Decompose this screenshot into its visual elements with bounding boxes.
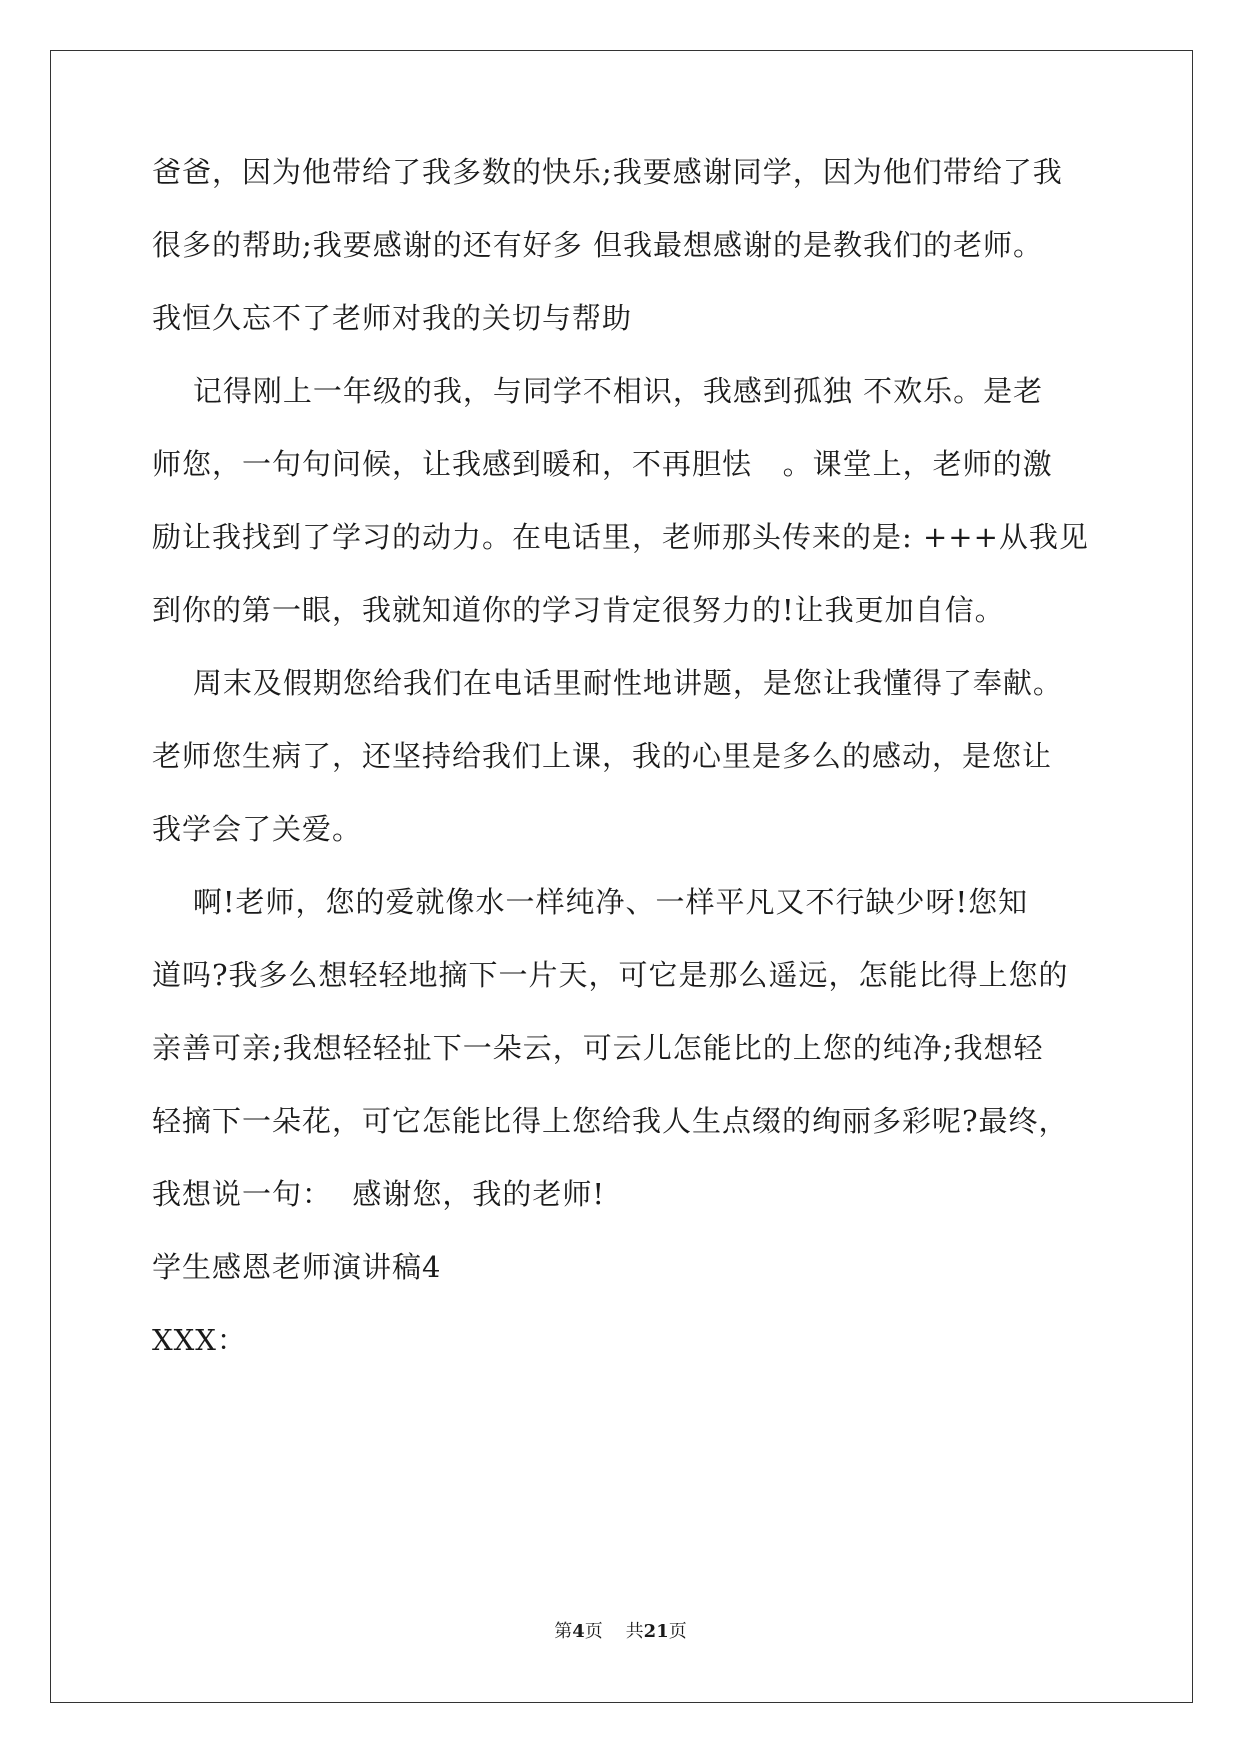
body-line-10: 我学会了关爱。 [152, 812, 363, 846]
body-line-11: 啊!老师，您的爱就像水一样纯净、一样平凡又不行缺少呀!您知 [152, 885, 1029, 919]
body-line-9: 老师您生病了，还坚持给我们上课，我的心里是多么的感动，是您让 [152, 739, 1053, 773]
footer-total-pages: 21 [643, 1621, 669, 1642]
body-line-6: 励让我找到了学习的动力。在电话里，老师那头传来的是: +++从我见 [152, 520, 1089, 554]
body-line-4: 记得刚上一年级的我，与同学不相识，我感到孤独 不欢乐。是老 [152, 374, 1044, 408]
body-line-14: 轻摘下一朵花，可它怎能比得上您给我人生点缀的绚丽多彩呢?最终， [152, 1104, 1069, 1138]
body-line-12: 道吗?我多么想轻轻地摘下一片天，可它是那么遥远，怎能比得上您的 [152, 958, 1069, 992]
body-line-5: 师您，一句句问候，让我感到暖和，不再胆怯 。课堂上，老师的激 [152, 447, 1053, 481]
footer-prefix: 第 [554, 1621, 573, 1642]
body-line-7: 到你的第一眼，我就知道你的学习肯定很努力的!让我更加自信。 [152, 593, 1005, 627]
footer-suffix: 页 [668, 1621, 687, 1642]
body-line-13: 亲善可亲;我想轻轻扯下一朵云，可云儿怎能比的上您的纯净;我想轻 [152, 1031, 1044, 1065]
section-heading: 学生感恩老师演讲稿4 [152, 1250, 442, 1284]
body-line-2: 很多的帮助;我要感谢的还有好多 但我最想感谢的是教我们的老师。 [152, 228, 1043, 262]
salutation: XXX： [152, 1323, 247, 1357]
body-line-8: 周末及假期您给我们在电话里耐性地讲题，是您让我懂得了奉献。 [152, 666, 1063, 700]
body-line-1: 爸爸，因为他带给了我多数的快乐;我要感谢同学，因为他们带给了我 [152, 155, 1063, 189]
body-line-3: 我恒久忘不了老师对我的关切与帮助 [152, 301, 633, 335]
body-line-15: 我想说一句： 感谢您，我的老师! [152, 1177, 606, 1211]
footer-page-number: 4 [572, 1621, 585, 1642]
footer-mid: 页 共 [584, 1621, 644, 1642]
page-footer [0, 1620, 1241, 1644]
